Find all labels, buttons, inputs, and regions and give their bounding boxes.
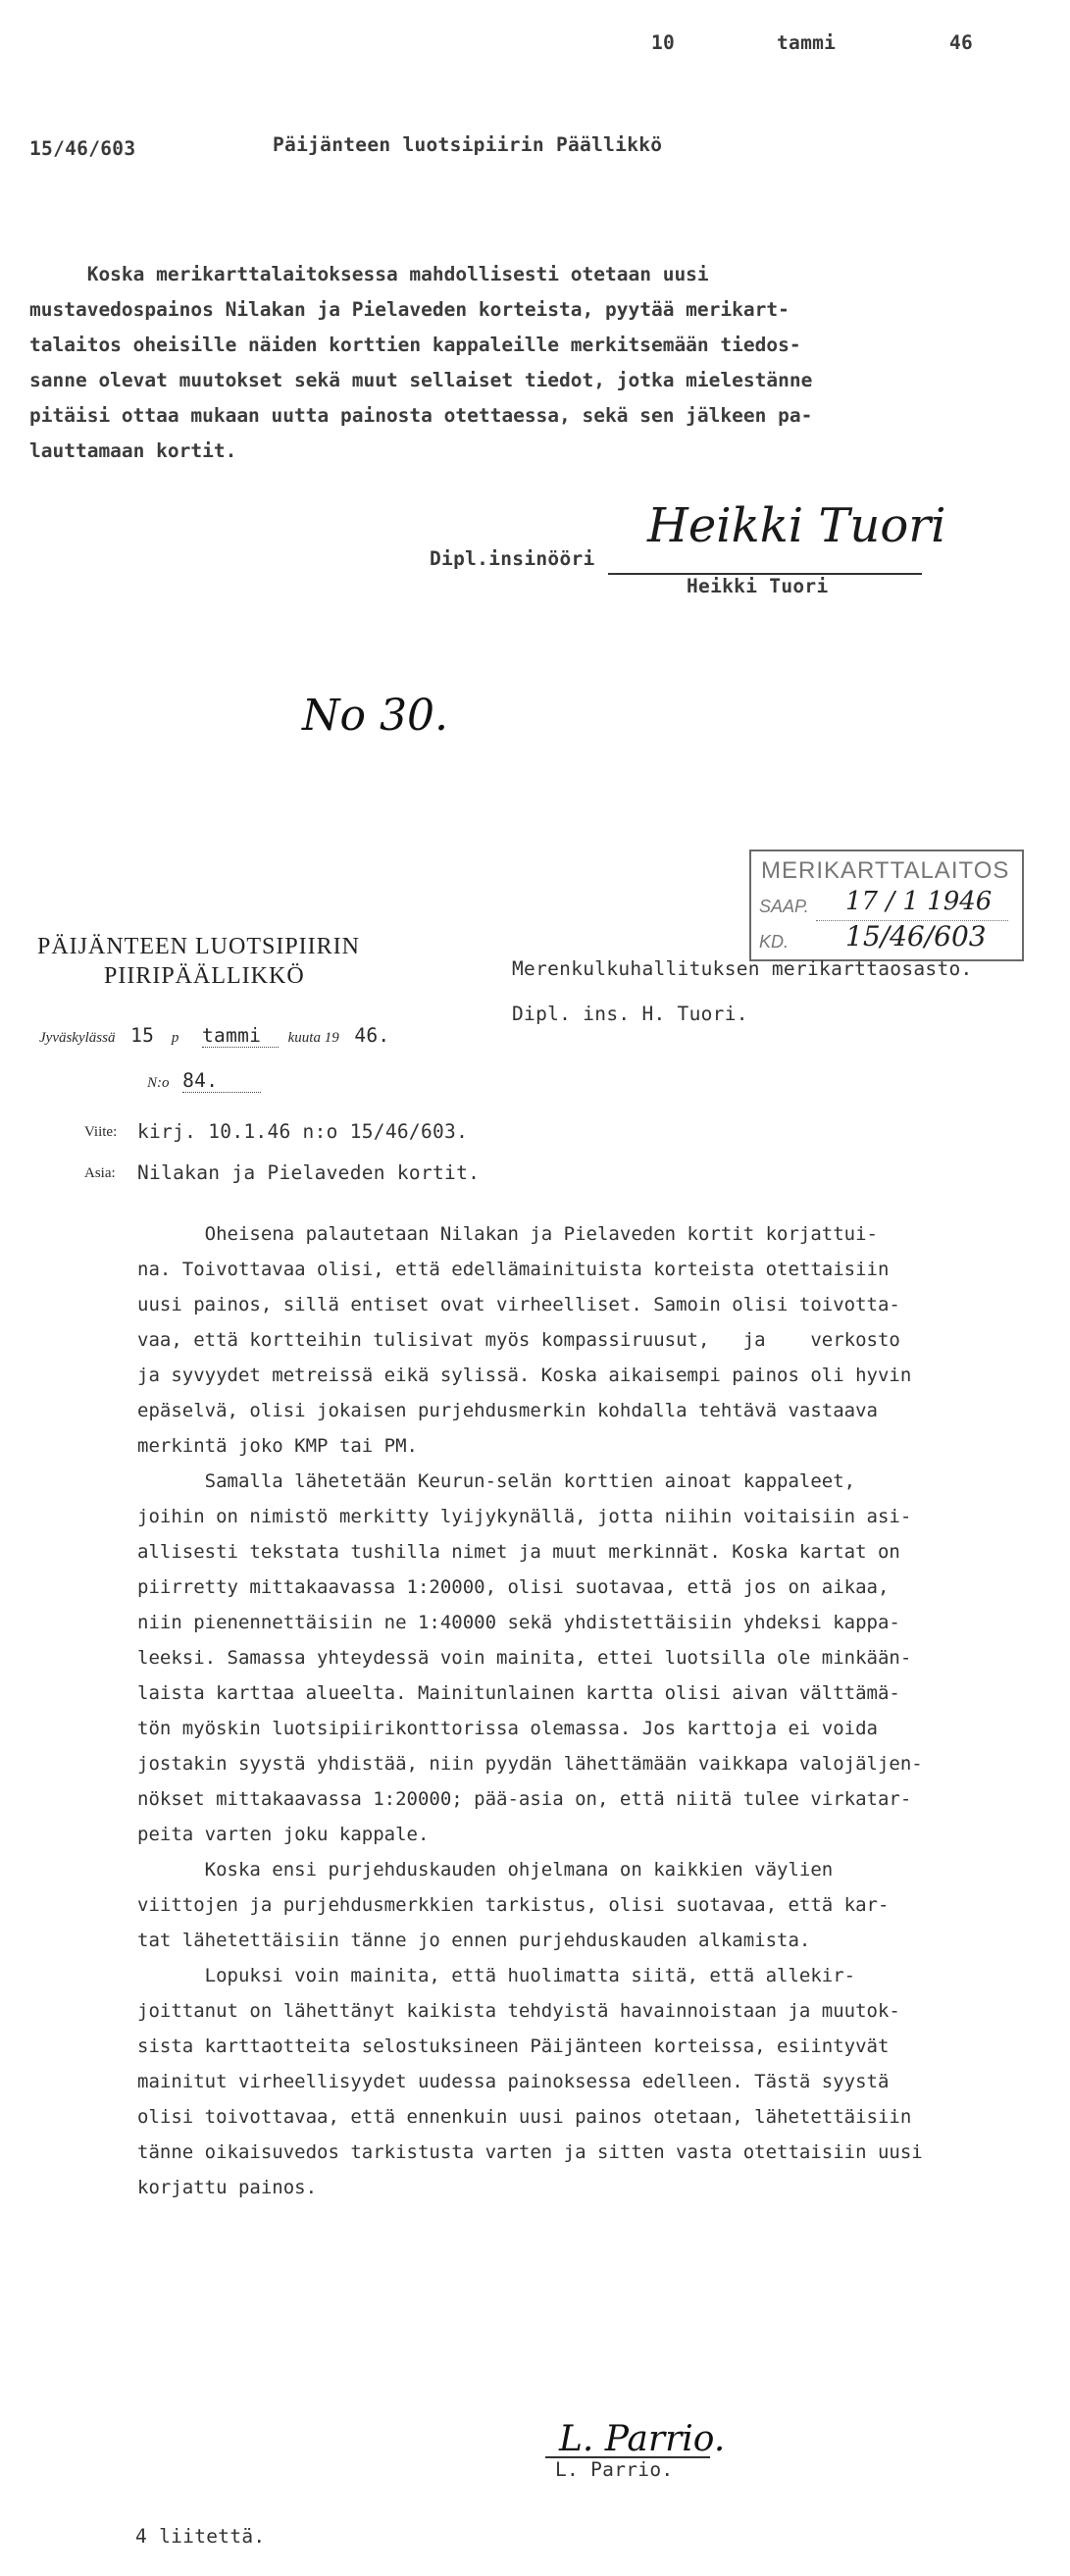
letter-body-line: sanne olevat muutokset sekä muut sellaiset tiedot, jotka mielestänne: [29, 369, 813, 391]
reply-signer-name: L. Parrio.: [555, 2458, 674, 2481]
handwritten-signature-tuori: Heikki Tuori: [647, 498, 946, 553]
letter-addressee: Päijänteen luotsipiirin Päällikkö: [273, 133, 663, 156]
reply-body-line: vaa, että kortteihin tulisivat myös kompassiruusut, ja verkosto: [137, 1329, 900, 1351]
sender-org-line2: PIIRIPÄÄLLIKKÖ: [104, 963, 305, 989]
stamp-kd-value: 15/46/603: [845, 920, 987, 953]
letter-reference: 15/46/603: [29, 137, 136, 160]
reply-body-line: peita varten joku kappale.: [137, 1824, 430, 1845]
reply-body-line: viittojen ja purjehdusmerkkien tarkistus, olisi suotavaa, että kar-: [137, 1894, 890, 1916]
reply-date: [39, 1024, 389, 1048]
reply-body-line: allisesti tekstata tushilla nimet ja muut merkinnät. Koska kartat on: [137, 1541, 900, 1563]
letter-body: [29, 257, 812, 469]
reply-number: [147, 1069, 261, 1093]
reply-body-line: tön myöskin luotsipiirikonttorissa olemassa. Jos karttoja ei voida: [137, 1718, 878, 1739]
reply-body-line: ja syvyydet metreissä eikä sylissä. Koska aikaisempi painos oli hyvin: [137, 1365, 912, 1386]
reply-date-year: 46.: [354, 1024, 390, 1047]
stamp-saap-label: SAAP.: [759, 897, 809, 916]
p-label: p: [171, 1030, 179, 1046]
reply-body-line: nökset mittakaavassa 1:20000; pää-asia on, että niitä tulee virkatar-: [137, 1788, 912, 1810]
stamp-title: MERIKARTTALAITOS: [761, 857, 1010, 884]
handwritten-signature-parrio: L. Parrio.: [559, 2419, 726, 2459]
recipient-line1: Merenkulkuhallituksen merikarttaosasto.: [512, 957, 973, 980]
letter-date-day: 10: [651, 31, 676, 54]
viite-text: kirj. 10.1.46 n:o 15/46/603.: [137, 1120, 469, 1143]
received-stamp: [749, 850, 1024, 961]
asia-text: Nilakan ja Pielaveden kortit.: [137, 1161, 481, 1184]
reply-body-line: laista karttaa alueelta. Mainitunlainen kartta olisi aivan välttämä-: [137, 1682, 900, 1704]
letter-body-line: Koska merikarttalaitoksessa mahdollisesti otetaan uusi: [29, 263, 709, 285]
stamp-kd-label: KD.: [759, 932, 790, 952]
reply-body-line: na. Toivottavaa olisi, että edellämainituista korteista otettaisiin: [137, 1259, 890, 1280]
letter-date-month: tammi: [777, 31, 837, 54]
viite-label: Viite:: [84, 1124, 118, 1140]
reply-body-line: joihin on nimistö merkitty lyijykynällä, jotta niihin voitaisiin asi-: [137, 1506, 912, 1527]
recipient-line2: Dipl. ins. H. Tuori.: [512, 1003, 748, 1025]
reply-body-line: sista karttaotteita selostuksineen Päijänteen korteissa, esiintyvät: [137, 2035, 890, 2057]
kuuta-label: kuuta 19: [287, 1030, 339, 1046]
reply-body: [137, 1216, 923, 2205]
letter-body-line: talaitos oheisille näiden korttien kappaleille merkitsemään tiedos-: [29, 334, 801, 356]
letter-body-line: mustavedospainos Nilakan ja Pielaveden korteista, pyytää merikart-: [29, 298, 790, 321]
reply-body-line: Samalla lähetetään Keurun-selän korttien ainoat kappaleet,: [137, 1470, 856, 1492]
letter-signer-title: Dipl.insinööri: [430, 547, 595, 570]
place-label: Jyväskylässä: [39, 1030, 116, 1046]
reply-body-line: korjattu painos.: [137, 2177, 318, 2198]
reply-body-line: Koska ensi purjehduskauden ohjelmana on kaikkien väylien: [137, 1859, 834, 1880]
sender-org-line1: PÄIJÄNTEEN LUOTSIPIIRIN: [37, 934, 360, 959]
reply-body-line: joittanut on lähettänyt kaikista tehdyistä havainnoistaan ja muutok-: [137, 2000, 900, 2022]
reply-date-month: tammi: [202, 1024, 279, 1048]
handwritten-number: No 30.: [302, 691, 448, 741]
reply-body-line: tänne oikaisuvedos tarkistusta varten ja sitten vasta otettaisiin uusi: [137, 2141, 923, 2163]
letter-body-line: lauttamaan kortit.: [29, 439, 237, 462]
letter-date-year: 46: [949, 31, 974, 54]
reply-body-line: leeksi. Samassa yhteydessä voin mainita, ettei luotsilla ole minkään-: [137, 1647, 912, 1669]
reply-body-line: tat lähetettäisiin tänne jo ennen purjehduskauden alkamista.: [137, 1930, 811, 1951]
reply-body-line: epäselvä, olisi jokaisen purjehdusmerkin kohdalla tehtävä vastaava: [137, 1400, 878, 1421]
reply-body-line: Oheisena palautetaan Nilakan ja Pielaveden kortit korjattui-: [137, 1223, 878, 1245]
reply-body-line: piirretty mittakaavassa 1:20000, olisi suotavaa, että jos on aikaa,: [137, 1576, 890, 1598]
reply-body-line: olisi toivottavaa, että ennenkuin uusi painos otetaan, lähetettäisiin: [137, 2106, 912, 2128]
asia-label: Asia:: [84, 1165, 116, 1181]
reply-body-line: uusi painos, sillä entiset ovat virheelliset. Samoin olisi toivotta-: [137, 1294, 900, 1315]
reply-body-line: niin pienennettäisiin ne 1:40000 sekä yhdistettäisiin yhdeksi kappa-: [137, 1612, 900, 1633]
letter-body-line: pitäisi ottaa mukaan uutta painosta otettaessa, sekä sen jälkeen pa-: [29, 404, 813, 427]
attachments-note: 4 liitettä.: [135, 2525, 266, 2548]
reply-date-day: 15: [130, 1024, 155, 1047]
reply-body-line: Lopuksi voin mainita, että huolimatta siitä, että allekir-: [137, 1965, 856, 1986]
reply-body-line: jostakin syystä yhdistää, niin pyydän lähettämään vaikkapa valojäljen-: [137, 1753, 923, 1775]
letter-signer-name: Heikki Tuori: [687, 575, 829, 597]
reply-body-line: merkintä joko KMP tai PM.: [137, 1435, 418, 1457]
no-label: N:o: [147, 1075, 170, 1091]
reply-body-line: mainitut virheellisyydet uudessa painoksessa edelleen. Tästä syystä: [137, 2071, 890, 2092]
reply-number-value: 84.: [182, 1069, 261, 1093]
stamp-saap-value: 17 / 1 1946: [845, 887, 993, 916]
